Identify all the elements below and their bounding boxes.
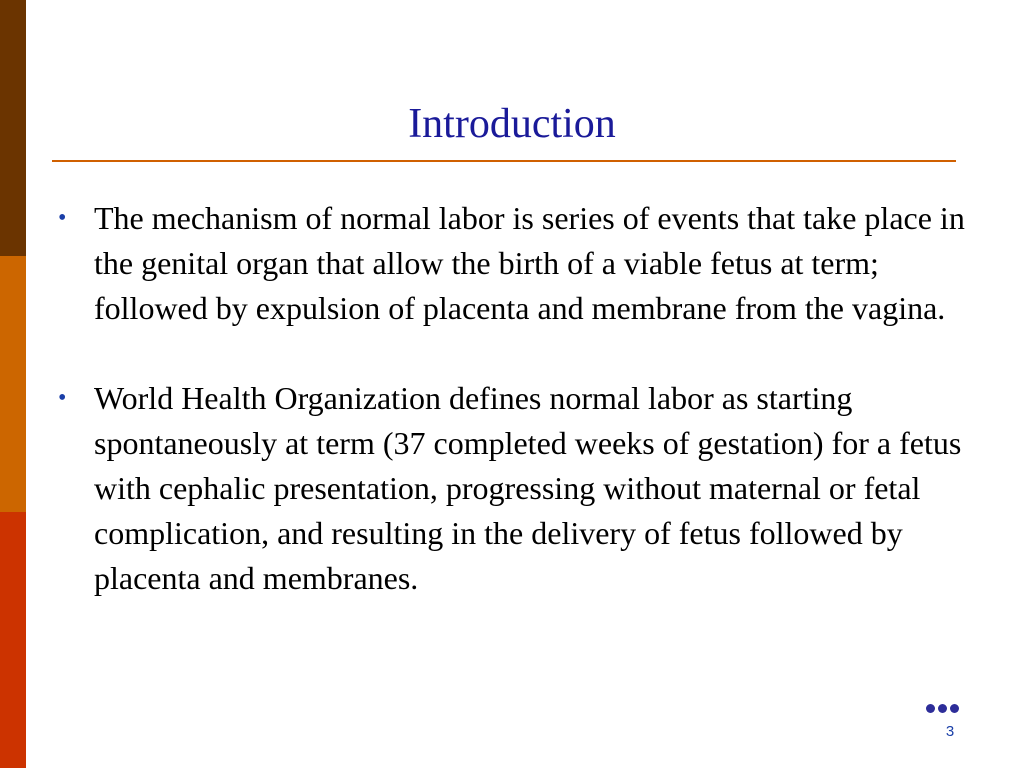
slide-title: Introduction [408,101,616,147]
bullet-icon: • [58,385,67,411]
bullet-item [58,196,978,331]
bullet-text: World Health Organization defines normal labor as starting spontaneously at term (37 completed weeks of gestation) for a fetus with cephalic presentation, progressing without maternal or fetal complication, and resulting in the delivery of fetus followed by placenta and membranes. [94,380,962,596]
ellipsis-icon [924,700,964,716]
bullet-icon: • [58,205,67,231]
sidebar-accent-middle [0,256,26,512]
bullet-list [58,196,978,601]
page-number: 3 [945,723,955,740]
sidebar-accent-top [0,0,26,256]
bullet-text: The mechanism of normal labor is series of events that take place in the genital organ that allow the birth of a viable fetus at term; followed by expulsion of placenta and membrane from the vagina. [94,200,965,326]
sidebar-accent-bottom [0,512,26,768]
title-divider [52,160,956,162]
bullet-item [58,376,978,601]
